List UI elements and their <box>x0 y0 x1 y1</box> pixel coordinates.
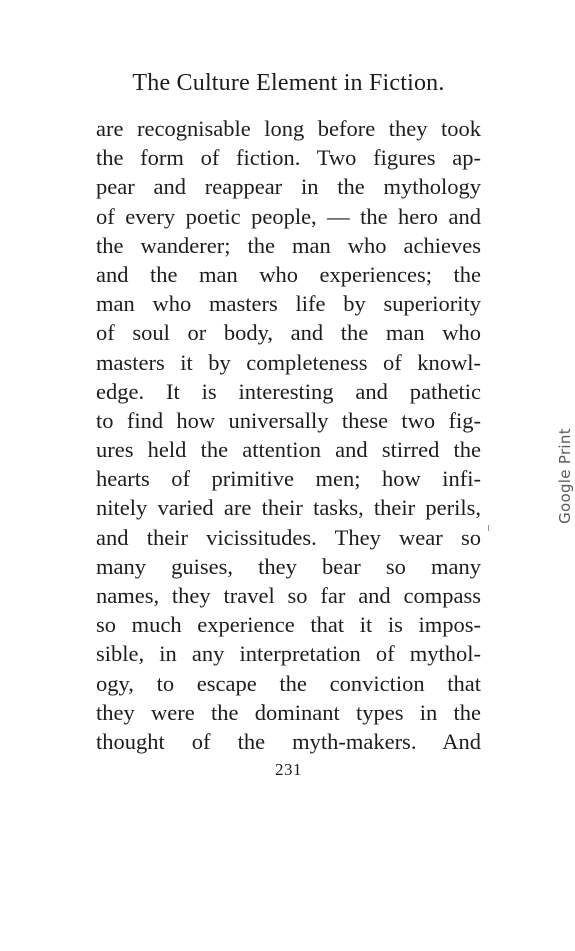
page-number: 231 <box>275 760 302 779</box>
text-line: to find how universally these two fig- <box>96 407 481 433</box>
text-line: the wanderer; the man who achieves <box>96 232 481 258</box>
text-line: nitely varied are their tasks, their perils, <box>96 495 481 521</box>
text-line: ogy, to escape the conviction that <box>96 670 481 696</box>
text-line: of every poetic people, — the hero and <box>96 203 481 229</box>
text-line: are recognisable long before they took <box>96 116 481 141</box>
text-line: and their vicissitudes. They wear so <box>96 524 481 550</box>
google-print-watermark: Google Print <box>556 428 574 524</box>
text-line: edge. It is interesting and pathetic <box>96 378 481 404</box>
scan-speck <box>488 525 489 531</box>
text-line: names, they travel so far and compass <box>96 583 481 608</box>
text-line: thought of the myth-makers. And <box>96 728 481 754</box>
text-line: pear and reappear in the mythology <box>96 174 481 200</box>
text-line: the form of fiction. Two figures ap- <box>96 145 481 171</box>
body-text <box>96 114 481 756</box>
text-line: and the man who experiences; the <box>96 261 481 287</box>
text-line: so much experience that it is impos- <box>96 612 481 638</box>
text-line: sible, in any interpretation of mythol- <box>96 641 481 667</box>
text-line: of soul or body, and the man who <box>96 320 481 346</box>
text-line: ures held the attention and stirred the <box>96 437 481 463</box>
text-line: many guises, they bear so many <box>96 553 481 579</box>
text-line: hearts of primitive men; how infi- <box>96 466 481 492</box>
running-head: The Culture Element in Fiction. <box>132 70 445 96</box>
text-line: masters it by completeness of knowl- <box>96 349 481 375</box>
text-line: they were the dominant types in the <box>96 699 481 725</box>
text-line: man who masters life by superiority <box>96 291 481 317</box>
